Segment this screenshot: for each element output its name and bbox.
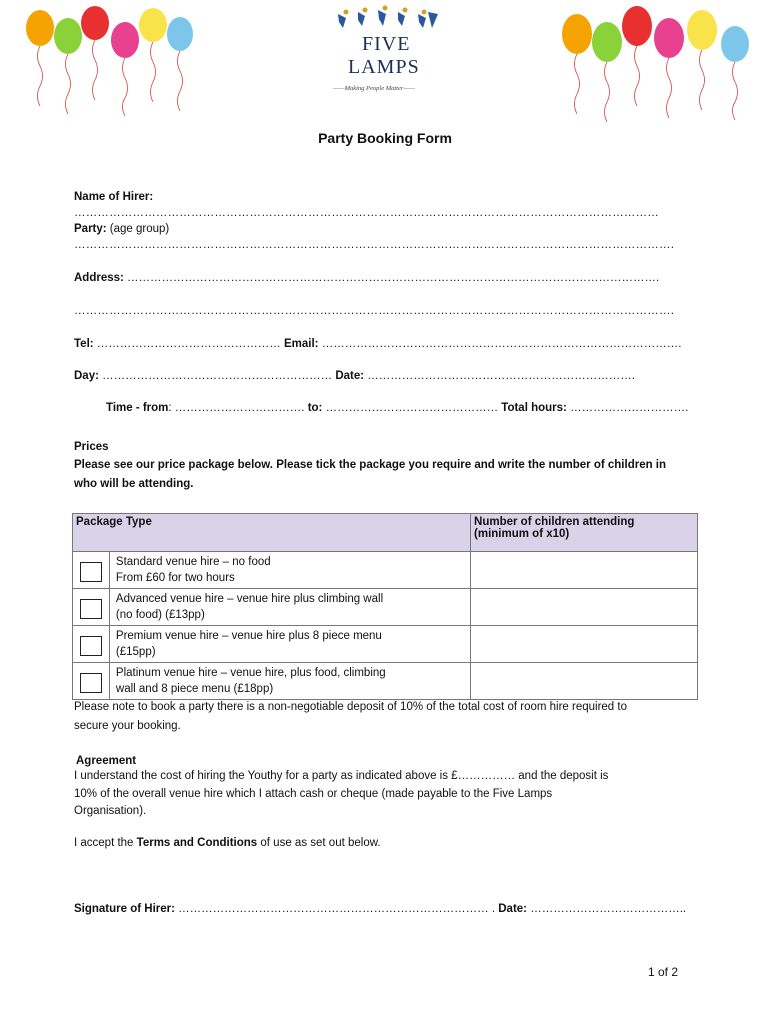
deposit-note-line2: secure your booking. (74, 720, 181, 732)
children-count-header (471, 514, 698, 552)
balloons-left-image (20, 6, 195, 126)
prices-heading: Prices (74, 441, 109, 453)
table-row (73, 626, 698, 663)
tel-email-line (74, 338, 682, 350)
time-to-label: to: (307, 402, 323, 414)
signature-label: Signature of Hirer: (74, 903, 175, 915)
address-label: Address: (74, 272, 124, 284)
balloon-strings-left (38, 40, 183, 116)
balloons-right-image (557, 6, 757, 131)
time-line (106, 402, 691, 414)
package-table-header (73, 514, 698, 552)
agreement-line1: I understand the cost of hiring the Youthy for a party as indicated above is £…………… and the deposit is (74, 770, 609, 782)
package-premium-line2: (£15pp) (115, 646, 156, 658)
time-from-label: Time - from (106, 402, 169, 414)
address-field[interactable]: …………………………………………………………………………………………………………………………. (123, 272, 660, 284)
package-platinum-line2: wall and 8 piece menu (£18pp) (115, 683, 274, 695)
terms-and-conditions-text: Terms and Conditions (136, 837, 258, 849)
signature-line (74, 903, 687, 915)
package-platinum-checkbox[interactable] (80, 673, 102, 693)
package-table (72, 513, 698, 700)
package-premium-children-input[interactable] (471, 626, 698, 663)
signature-field[interactable]: ……………………………………………………………………… . (174, 903, 499, 915)
accept-terms-line (74, 837, 381, 849)
package-platinum-children-input[interactable] (471, 663, 698, 700)
deposit-note-line1: Please note to book a party there is a non-negotiable deposit of 10% of the total cost of room hire required to (74, 701, 627, 713)
children-count-header-line1: Number of children attending (474, 516, 635, 528)
date-field[interactable]: ……………………………………………………………. (364, 370, 635, 382)
package-standard-description (109, 552, 470, 589)
email-field[interactable]: …………………………………………………………………………………. (318, 338, 682, 350)
agreement-line3: Organisation). (74, 805, 147, 817)
name-of-hirer-label: Name of Hirer: (74, 191, 154, 203)
total-hours-field[interactable]: …………………………. (566, 402, 689, 414)
prices-instructions-line1: Please see our price package below. Please tick the package you require and write the number of children in (74, 459, 667, 471)
logo-text-lamps: LAMPS (348, 56, 420, 78)
page-number: 1 of 2 (647, 965, 678, 979)
time-to-field[interactable]: ……………………………………… (322, 402, 502, 414)
lamp-figures-icon (338, 6, 438, 29)
time-from-field[interactable]: : ……………………………. (168, 402, 308, 414)
table-row (73, 663, 698, 700)
table-row (73, 589, 698, 626)
package-type-header: Package Type (73, 514, 471, 552)
agreement-heading: Agreement (76, 755, 137, 767)
signature-date-label: Date: (498, 903, 528, 915)
prices-instructions-line2: who will be attending. (74, 478, 194, 490)
package-platinum-line1: Platinum venue hire – venue hire, plus food, climbing (115, 667, 386, 679)
day-field[interactable]: …………………………………………………… (98, 370, 336, 382)
package-advanced-line2: (no food) (£13pp) (115, 609, 205, 621)
address-line (74, 272, 660, 284)
party-field[interactable]: ………………………………………………………………………………………………………………………………………. (74, 239, 675, 251)
package-advanced-children-input[interactable] (471, 589, 698, 626)
children-count-header-line2: (minimum of x10) (474, 528, 570, 540)
day-label: Day: (74, 370, 99, 382)
package-standard-checkbox[interactable] (80, 562, 102, 582)
accept-terms-pre: I accept the (74, 837, 137, 849)
party-label: Party: (74, 223, 107, 235)
total-hours-label: Total hours: (501, 402, 567, 414)
accept-terms-post: of use as set out below. (257, 837, 381, 849)
address-field-line2[interactable]: ………………………………………………………………………………………………………………………………………. (74, 305, 675, 317)
table-row (73, 552, 698, 589)
logo-text-five: FIVE (362, 33, 411, 55)
package-standard-line1: Standard venue hire – no food (115, 556, 271, 568)
party-label-line (74, 223, 169, 235)
form-title: Party Booking Form (318, 130, 452, 146)
day-date-line (74, 370, 635, 382)
email-label: Email: (283, 338, 319, 350)
date-label: Date: (335, 370, 365, 382)
tel-label: Tel: (74, 338, 94, 350)
package-premium-description (109, 626, 470, 663)
package-advanced-checkbox[interactable] (80, 599, 102, 619)
tel-field[interactable]: ………………………………………… (93, 338, 284, 350)
signature-date-field[interactable]: ………………………………….. (527, 903, 687, 915)
package-standard-line2: From £60 for two hours (115, 572, 235, 584)
package-platinum-description (109, 663, 470, 700)
package-standard-children-input[interactable] (471, 552, 698, 589)
name-of-hirer-field[interactable]: …………………………………………………………………………………………………………………………………… (74, 207, 659, 219)
package-advanced-description (109, 589, 470, 626)
package-premium-line1: Premium venue hire – venue hire plus 8 piece menu (115, 630, 382, 642)
agreement-line2: 10% of the overall venue hire which I attach cash or cheque (made payable to the Five Lamps (74, 788, 553, 800)
package-advanced-line1: Advanced venue hire – venue hire plus climbing wall (115, 593, 384, 605)
logo-tagline: ——Making People Matter—— (333, 85, 415, 92)
package-premium-checkbox[interactable] (80, 636, 102, 656)
party-age-group-hint: (age group) (106, 223, 170, 235)
